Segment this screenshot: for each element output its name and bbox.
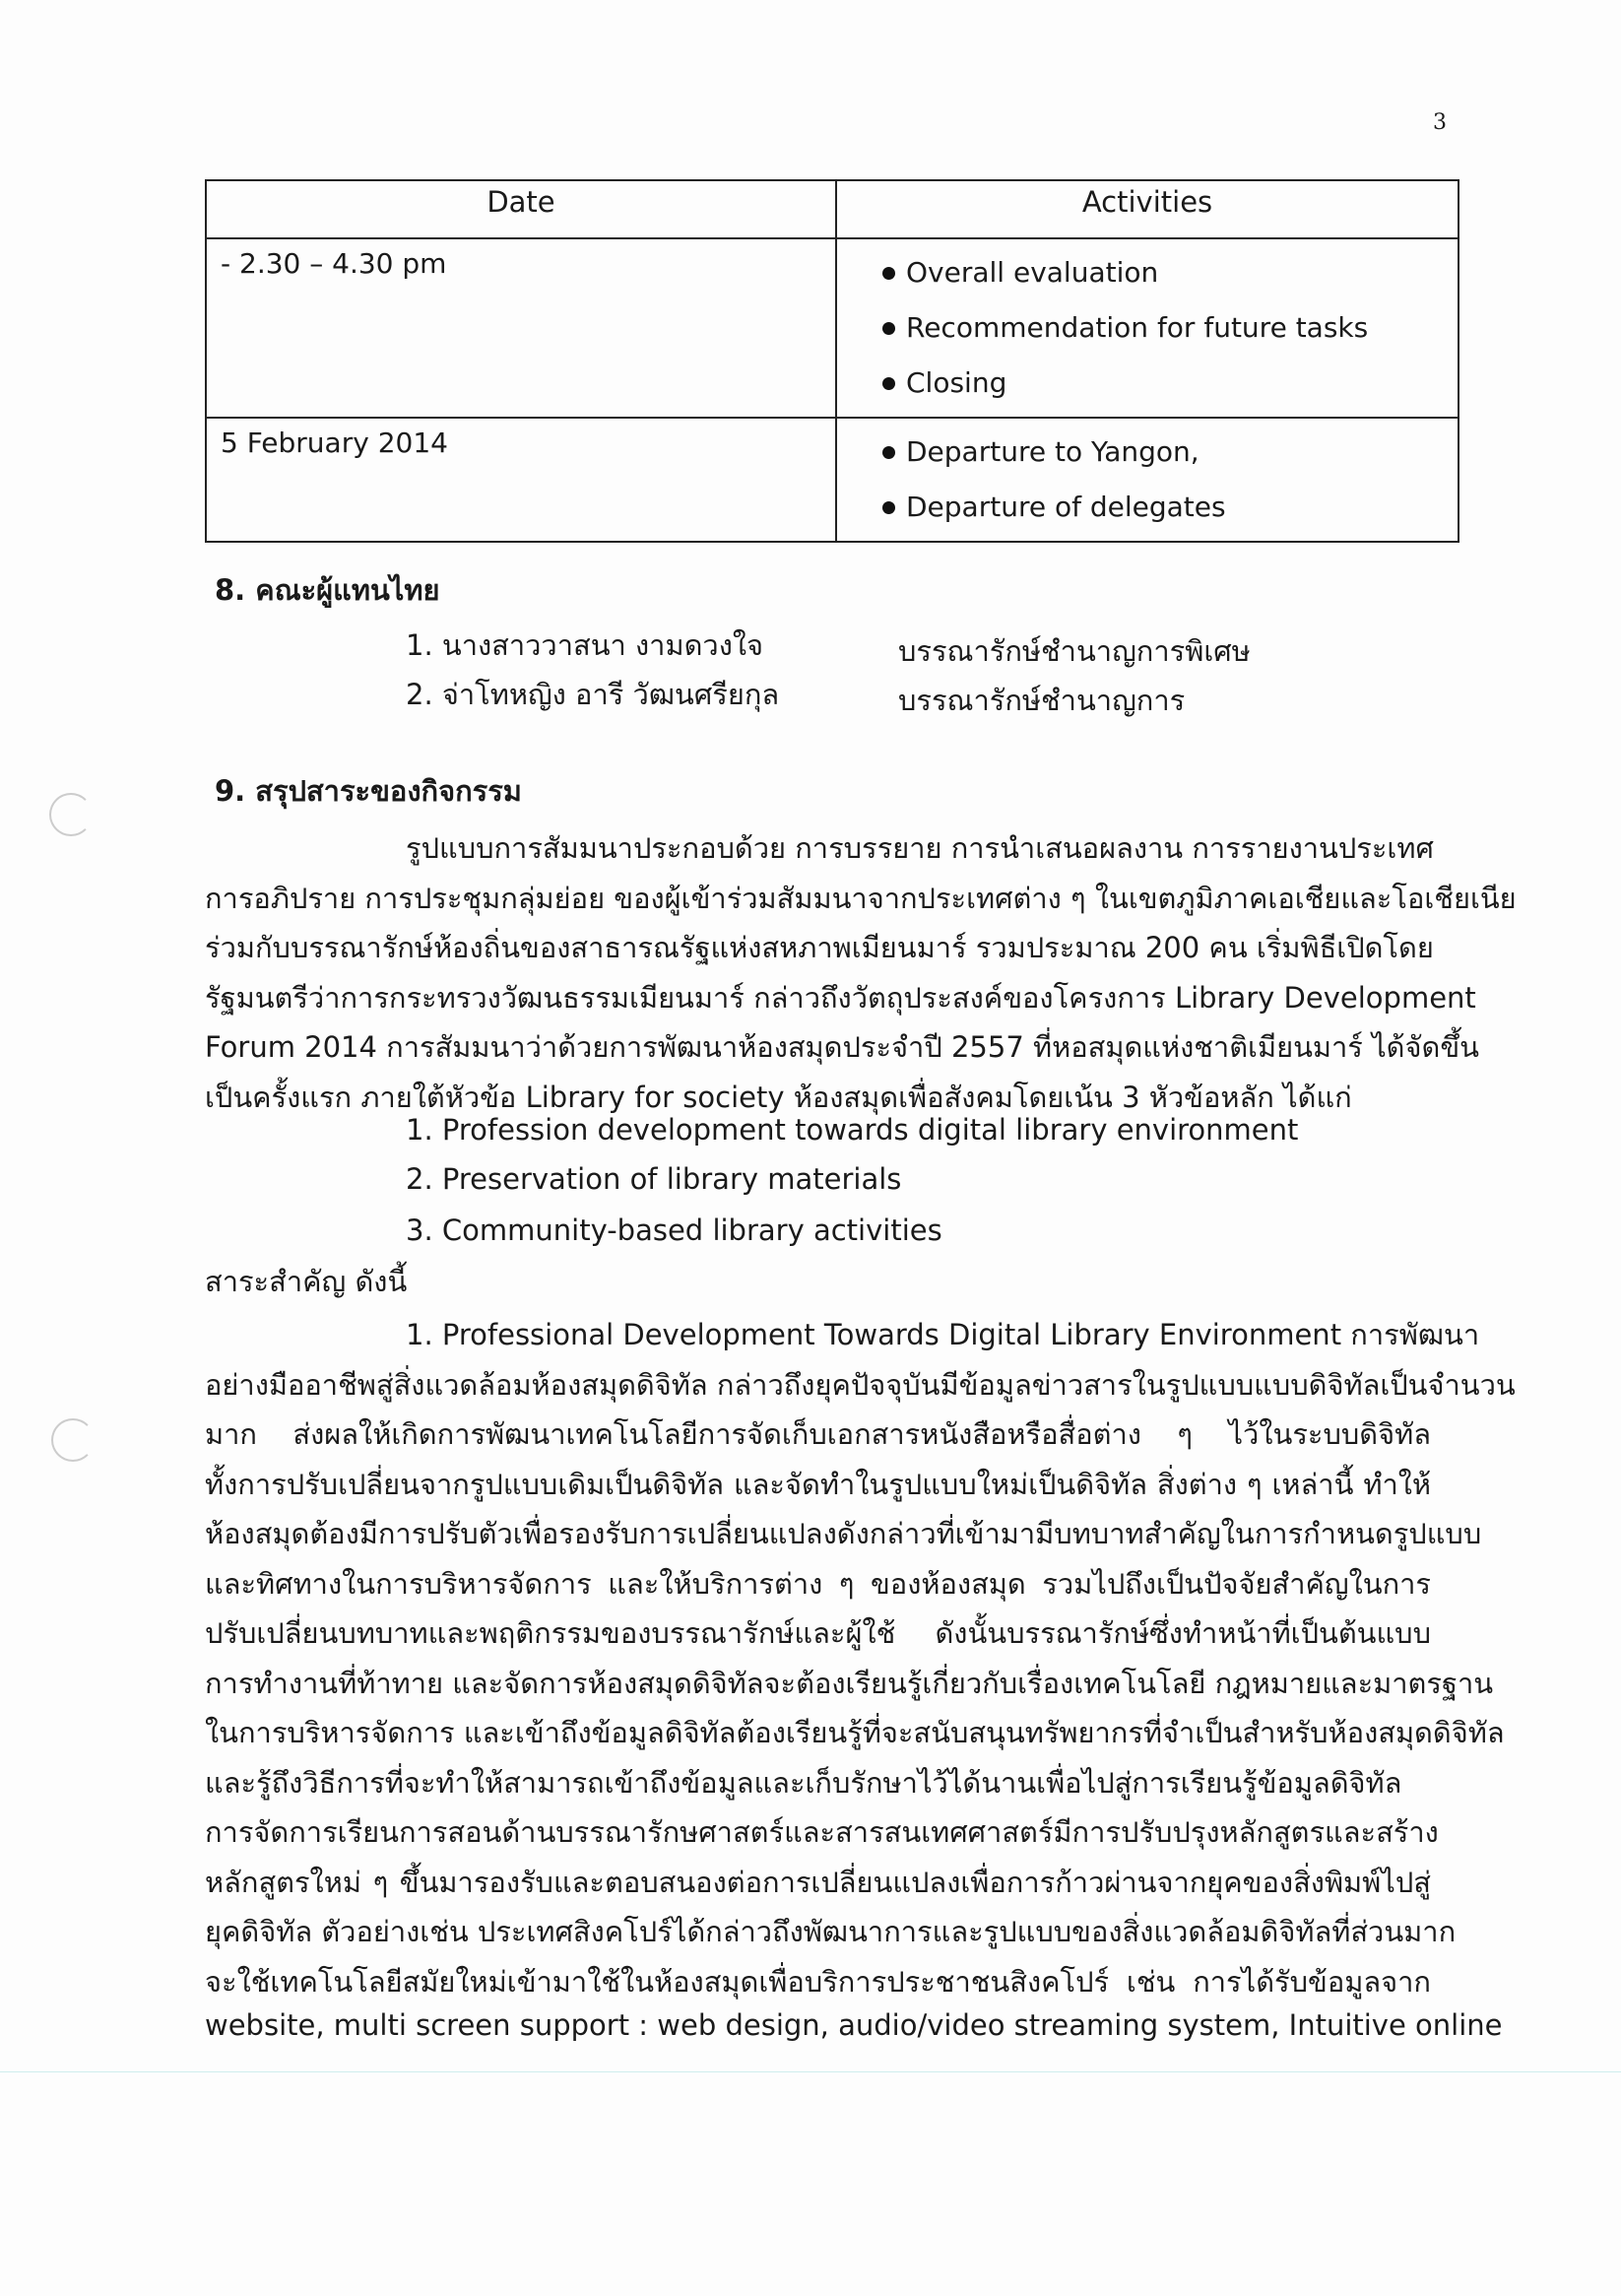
topic-item: 1. Profession development towards digital library environment bbox=[406, 1113, 1299, 1147]
member-name: 2. จ่าโทหญิง อารี วัฒนศรียกุล bbox=[406, 678, 780, 711]
summary-label: สาระสำคัญ ดังนี้ bbox=[205, 1265, 408, 1298]
text-line: เป็นครั้งแรก ภายใต้หัวข้อ Library for society ห้องสมุดเพื่อสังคมโดยเน้น 3 หัวข้อหลัก ได้แก่ bbox=[205, 1080, 1352, 1114]
text-line: website, multi screen support : web design, audio/video streaming system, Intuitive online bbox=[205, 2008, 1503, 2042]
topic-item: 2. Preservation of library materials bbox=[406, 1162, 902, 1196]
table-header-row bbox=[206, 180, 1459, 238]
date-cell: 5 February 2014 bbox=[206, 418, 836, 542]
text-line: การอภิปราย การประชุมกลุ่มย่อย ของผู้เข้าร่วมสัมมนาจากประเทศต่าง ๆ ในเขตภูมิภาคเอเชียและโอเชียเนีย bbox=[205, 881, 1517, 915]
text-line: มาก ส่งผลให้เกิดการพัฒนาเทคโนโลยีการจัดเก็บเอกสารหนังสือหรือสื่อต่าง ๆ ไว้ในระบบดิจิทัล bbox=[205, 1417, 1431, 1451]
text-line: ปรับเปลี่ยนบทบาทและพฤติกรรมของบรรณารักษ์และผู้ใช้ ดังนั้นบรรณารักษ์ซึ่งทำหน้าที่เป็นต้นแบบ bbox=[205, 1616, 1431, 1650]
date-cell: - 2.30 – 4.30 pm bbox=[206, 238, 836, 418]
table-row bbox=[206, 418, 1459, 542]
activity-item: Departure to Yangon, bbox=[906, 425, 1389, 480]
header-activities: Activities bbox=[836, 180, 1459, 238]
schedule-table bbox=[205, 179, 1459, 543]
member-title: บรรณารักษ์ชำนาญการ bbox=[898, 684, 1186, 717]
page-number: 3 bbox=[1433, 110, 1447, 135]
text-line: การทำงานที่ท้าทาย และจัดการห้องสมุดดิจิทัลจะต้องเรียนรู้เกี่ยวกับเรื่องเทคโนโลยี กฎหมายและมาตรฐาน bbox=[205, 1666, 1494, 1700]
text-line: การจัดการเรียนการสอนด้านบรรณารักษศาสตร์และสารสนเทศศาสตร์มีการปรับปรุงหลักสูตรและสร้าง bbox=[205, 1815, 1439, 1849]
text-line: ยุคดิจิทัล ตัวอย่างเช่น ประเทศสิงคโปร์ได้กล่าวถึงพัฒนาการและรูปแบบของสิ่งแวดล้อมดิจิทัลที่ส่วนมาก bbox=[205, 1915, 1457, 1948]
activity-item: Overall evaluation bbox=[906, 245, 1389, 300]
section-9-heading: 9. สรุปสาระของกิจกรรม bbox=[215, 774, 522, 808]
activity-item: Closing bbox=[906, 356, 1389, 411]
text-line: ในการบริหารจัดการ และเข้าถึงข้อมูลดิจิทัลต้องเรียนรู้ที่จะสนับสนุนทรัพยากรที่จำเป็นสำหรับห้องสมุดดิจิทัล bbox=[205, 1716, 1505, 1749]
activities-cell bbox=[836, 238, 1459, 418]
topic-item: 3. Community-based library activities bbox=[406, 1214, 942, 1247]
text-line: รัฐมนตรีว่าการกระทรวงวัฒนธรรมเมียนมาร์ กล่าวถึงวัตถุประสงค์ของโครงการ Library Development bbox=[205, 980, 1476, 1015]
text-line: ห้องสมุดต้องมีการปรับตัวเพื่อรองรับการเปลี่ยนแปลงดังกล่าวที่เข้ามามีบทบาทสำคัญในการกำหนดรูปแบบ bbox=[205, 1517, 1482, 1550]
header-date: Date bbox=[206, 180, 836, 238]
member-title: บรรณารักษ์ชำนาญการพิเศษ bbox=[898, 634, 1251, 668]
activities-cell bbox=[836, 418, 1459, 542]
text-line: 1. Professional Development Towards Digital Library Environment การพัฒนา bbox=[406, 1318, 1480, 1351]
punch-hole-mark bbox=[49, 793, 93, 836]
text-line: และทิศทางในการบริหารจัดการ และให้บริการต่าง ๆ ของห้องสมุด รวมไปถึงเป็นปัจจัยสำคัญในการ bbox=[205, 1566, 1431, 1601]
text-line: ร่วมกับบรรณารักษ์ห้องถิ่นของสาธารณรัฐแห่งสหภาพเมียนมาร์ รวมประมาณ 200 คน เริ่มพิธีเปิดโดย bbox=[205, 931, 1434, 964]
text-line: อย่างมืออาชีพสู่สิ่งแวดล้อมห้องสมุดดิจิทัล กล่าวถึงยุคปัจจุบันมีข้อมูลข่าวสารในรูปแบบแบบดิจิทัลเป็นจำนวน bbox=[205, 1367, 1516, 1402]
punch-hole-mark bbox=[51, 1418, 95, 1462]
text-line: หลักสูตรใหม่ ๆ ขึ้นมารองรับและตอบสนองต่อการเปลี่ยนแปลงเพื่อการก้าวผ่านจากยุคของสิ่งพิมพ์ไปสู่ bbox=[205, 1865, 1431, 1899]
section-8-heading: 8. คณะผู้แทนไทย bbox=[215, 573, 440, 607]
text-line: Forum 2014 การสัมมนาว่าด้วยการพัฒนาห้องสมุดประจำปี 2557 ที่หอสมุดแห่งชาติเมียนมาร์ ได้จัดขึ้น bbox=[205, 1030, 1479, 1064]
text-line: และรู้ถึงวิธีการที่จะทำให้สามารถเข้าถึงข้อมูลและเก็บรักษาไว้ได้นานเพื่อไปสู่การเรียนรู้ข้อมูลดิจิทัล bbox=[205, 1765, 1402, 1800]
activity-item: Recommendation for future tasks bbox=[906, 300, 1389, 356]
text-line: จะใช้เทคโนโลยีสมัยใหม่เข้ามาใช้ในห้องสมุดเพื่อบริการประชาชนสิงคโปร์ เช่น การได้รับข้อมูลจาก bbox=[205, 1964, 1431, 1999]
member-name: 1. นางสาววาสนา งามดวงใจ bbox=[406, 628, 764, 662]
table-row bbox=[206, 238, 1459, 418]
text-line: รูปแบบการสัมมนาประกอบด้วย การบรรยาย การนำเสนอผลงาน การรายงานประเทศ bbox=[406, 831, 1434, 865]
activity-item: Departure of delegates bbox=[906, 480, 1389, 535]
scan-edge-line bbox=[0, 2071, 1621, 2072]
text-line: ทั้งการปรับเปลี่ยนจากรูปแบบเดิมเป็นดิจิทัล และจัดทำในรูปแบบใหม่เป็นดิจิทัล สิ่งต่าง ๆ เหล่านี้ ทำให้ bbox=[205, 1467, 1431, 1501]
